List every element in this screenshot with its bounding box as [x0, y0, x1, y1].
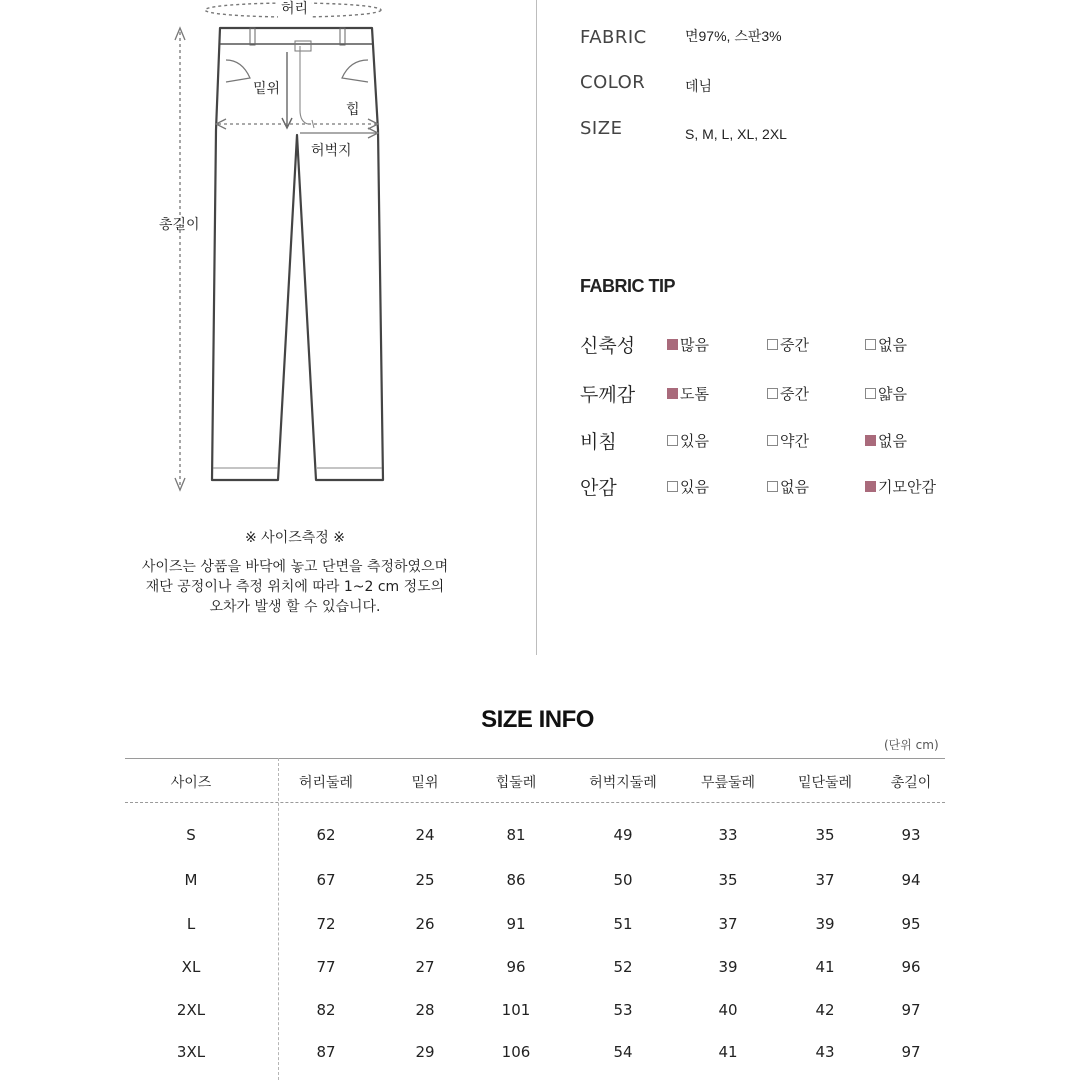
fabric-tip-option-label: 없음	[780, 478, 809, 496]
fabric-tip-option	[767, 383, 809, 404]
note-line-3: 오차가 발생 할 수 있습니다.	[209, 599, 381, 615]
unchecked-box-icon	[767, 481, 778, 492]
size-label: SIZE	[580, 118, 623, 139]
table-value-cell: 72	[316, 915, 336, 933]
fabric-tip-option-label: 중간	[780, 385, 809, 403]
table-column-divider	[278, 758, 279, 1080]
fabric-tip-option-label: 있음	[680, 478, 709, 496]
checked-box-icon	[667, 388, 678, 399]
fabric-tip-option	[865, 476, 936, 497]
unit-note: (단위 cm)	[884, 738, 939, 752]
unchecked-box-icon	[865, 388, 876, 399]
table-value-cell: 39	[815, 915, 835, 933]
table-value-cell: 41	[718, 1043, 738, 1061]
table-value-cell: 35	[815, 826, 835, 844]
fabric-tip-option-label: 없음	[878, 336, 907, 354]
table-header-cell: 사이즈	[170, 775, 212, 791]
fabric-tip-option	[667, 476, 709, 497]
vertical-divider	[536, 0, 537, 655]
fabric-tip-option-label: 약간	[780, 432, 809, 450]
table-size-cell: 3XL	[176, 1043, 206, 1061]
table-value-cell: 37	[815, 871, 835, 889]
pants-size-diagram	[150, 0, 390, 500]
fabric-tip-option-label: 많음	[680, 336, 709, 354]
thigh-label: 허벅지	[311, 143, 352, 159]
fabric-value: 면97%, 스판3%	[685, 28, 782, 44]
table-value-cell: 50	[613, 871, 633, 889]
unchecked-box-icon	[667, 481, 678, 492]
table-value-cell: 39	[718, 958, 738, 976]
unchecked-box-icon	[767, 388, 778, 399]
table-header-cell: 무릎둘레	[700, 775, 756, 791]
table-value-cell: 81	[506, 826, 526, 844]
fabric-tip-option	[865, 383, 907, 404]
table-size-cell: XL	[181, 958, 201, 976]
table-value-cell: 25	[415, 871, 435, 889]
checked-box-icon	[865, 435, 876, 446]
table-value-cell: 40	[718, 1001, 738, 1019]
fabric-tip-option	[767, 476, 809, 497]
fabric-label: FABRIC	[580, 27, 647, 48]
table-top-rule	[125, 758, 945, 759]
table-header-cell: 허리둘레	[298, 775, 354, 791]
table-value-cell: 37	[718, 915, 738, 933]
table-value-cell: 91	[506, 915, 526, 933]
table-value-cell: 49	[613, 826, 633, 844]
unchecked-box-icon	[767, 435, 778, 446]
table-size-cell: M	[184, 871, 198, 889]
fabric-tip-option	[767, 334, 809, 355]
table-value-cell: 54	[613, 1043, 633, 1061]
total-length-label: 총길이	[159, 217, 200, 233]
fabric-tip-option-label: 있음	[680, 432, 709, 450]
table-value-cell: 51	[613, 915, 633, 933]
table-header-cell: 밑단둘레	[797, 775, 853, 791]
table-value-cell: 41	[815, 958, 835, 976]
fabric-tip-title: FABRIC TIP	[580, 276, 676, 296]
fabric-tip-option	[865, 430, 907, 451]
table-value-cell: 62	[316, 826, 336, 844]
checked-box-icon	[667, 339, 678, 350]
table-header-cell: 힙둘레	[495, 775, 537, 791]
color-value: 데님	[685, 78, 713, 94]
table-header-cell: 허벅지둘레	[589, 775, 657, 791]
table-value-cell: 106	[501, 1043, 531, 1061]
note-line-1: 사이즈는 상품을 바닥에 놓고 단면을 측정하였으며	[141, 559, 449, 575]
waist-label: 허리	[278, 0, 311, 18]
rise-label: 밑위	[253, 81, 281, 97]
fabric-tip-option	[865, 334, 907, 355]
table-value-cell: 35	[718, 871, 738, 889]
fabric-tip-option	[667, 430, 709, 451]
fabric-tip-option-label: 얇음	[878, 385, 907, 403]
table-value-cell: 82	[316, 1001, 336, 1019]
table-value-cell: 52	[613, 958, 633, 976]
table-value-cell: 77	[316, 958, 336, 976]
table-value-cell: 97	[901, 1001, 921, 1019]
fabric-tip-option	[667, 383, 709, 404]
unchecked-box-icon	[767, 339, 778, 350]
note-line-2: 재단 공정이나 측정 위치에 따라 1~2 cm 정도의	[145, 579, 445, 595]
fabric-tip-option-label: 기모안감	[878, 478, 936, 496]
table-value-cell: 26	[415, 915, 435, 933]
pants-outline-illustration	[150, 0, 390, 500]
fabric-tip-row-label: 신축성	[580, 335, 636, 357]
table-value-cell: 28	[415, 1001, 435, 1019]
table-value-cell: 93	[901, 826, 921, 844]
measurement-note-title: ※ 사이즈측정 ※	[245, 530, 345, 546]
fabric-tip-option-label: 없음	[878, 432, 907, 450]
table-header-cell: 밑위	[411, 775, 439, 791]
table-header-rule	[125, 802, 945, 803]
unchecked-box-icon	[865, 339, 876, 350]
fabric-tip-option	[667, 334, 709, 355]
unchecked-box-icon	[667, 435, 678, 446]
fabric-tip-option	[767, 430, 809, 451]
fabric-tip-row-label: 안감	[580, 477, 617, 499]
fabric-tip-row-label: 비침	[580, 431, 617, 453]
measurement-note-body	[0, 557, 590, 617]
fabric-tip-option-label: 도톰	[680, 385, 709, 403]
table-value-cell: 53	[613, 1001, 633, 1019]
table-value-cell: 96	[506, 958, 526, 976]
table-size-cell: S	[186, 826, 196, 844]
table-size-cell: L	[186, 915, 196, 933]
table-value-cell: 42	[815, 1001, 835, 1019]
checked-box-icon	[865, 481, 876, 492]
table-value-cell: 29	[415, 1043, 435, 1061]
color-label: COLOR	[580, 72, 646, 93]
table-value-cell: 97	[901, 1043, 921, 1061]
table-value-cell: 43	[815, 1043, 835, 1061]
table-size-cell: 2XL	[176, 1001, 206, 1019]
fabric-tip-option-label: 중간	[780, 336, 809, 354]
table-value-cell: 24	[415, 826, 435, 844]
fabric-tip-row-label: 두께감	[580, 384, 636, 406]
table-value-cell: 94	[901, 871, 921, 889]
table-value-cell: 96	[901, 958, 921, 976]
table-value-cell: 86	[506, 871, 526, 889]
hip-label: 힙	[346, 102, 360, 118]
size-info-title: SIZE INFO	[481, 706, 594, 733]
table-value-cell: 67	[316, 871, 336, 889]
size-value: S, M, L, XL, 2XL	[685, 126, 787, 142]
table-value-cell: 101	[501, 1001, 531, 1019]
table-value-cell: 27	[415, 958, 435, 976]
table-value-cell: 87	[316, 1043, 336, 1061]
table-header-cell: 총길이	[890, 775, 932, 791]
table-value-cell: 95	[901, 915, 921, 933]
table-value-cell: 33	[718, 826, 738, 844]
